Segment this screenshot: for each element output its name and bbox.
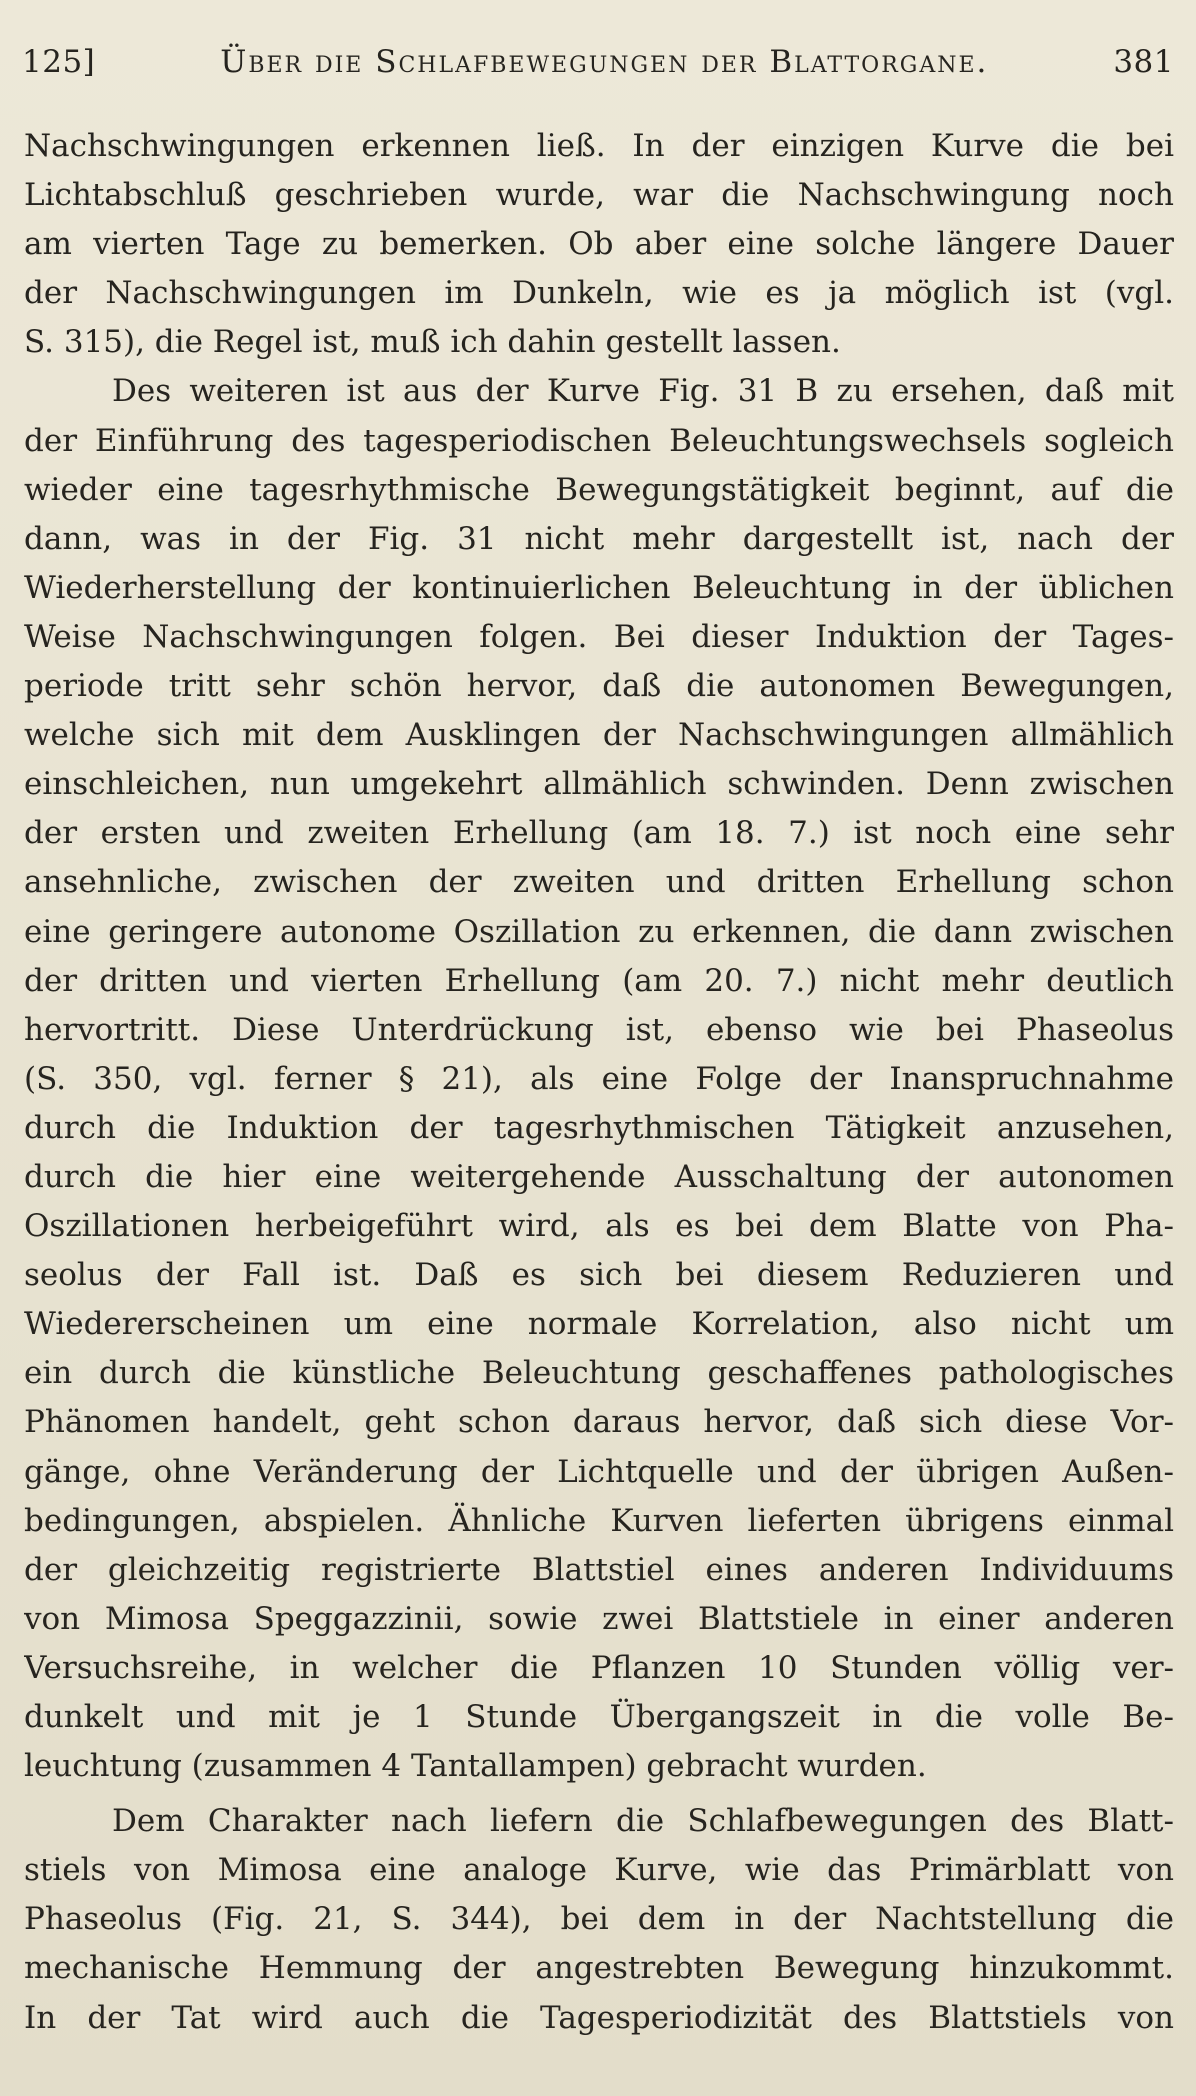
text-line: der ersten und zweiten Erhellung (am 18. 7.) ist noch eine sehr <box>24 815 1174 852</box>
text-line: Wiedererscheinen um eine normale Korrelation, also nicht um <box>24 1306 1174 1343</box>
text-line: Weise Nachschwingungen folgen. Bei dieser Induktion der Tages- <box>24 618 1174 655</box>
text-line: welche sich mit dem Ausklingen der Nachschwingungen allmählich <box>24 717 1174 754</box>
text-line: Oszillationen herbeigeführt wird, als es bei dem Blatte von Pha- <box>24 1208 1174 1245</box>
text-line: am vierten Tage zu bemerken. Ob aber eine solche längere Dauer <box>24 226 1174 263</box>
text-line: stiels von Mimosa eine analoge Kurve, wie das Primärblatt von <box>24 1852 1174 1889</box>
text-line: Wiederherstellung der kontinuierlichen Beleuchtung in der üblichen <box>24 569 1174 606</box>
text-line: von Mimosa Speggazzinii, sowie zwei Blattstiele in einer anderen <box>24 1600 1174 1637</box>
text-line: der Nachschwingungen im Dunkeln, wie es ja möglich ist (vgl. <box>24 275 1174 312</box>
text-line: der Einführung des tagesperiodischen Beleuchtungswechsels sogleich <box>24 422 1174 459</box>
page-number: 381 <box>1113 44 1174 80</box>
text-line: dann, was in der Fig. 31 nicht mehr dargestellt ist, nach der <box>24 520 1174 557</box>
text-line: Versuchsreihe, in welcher die Pflanzen 10 Stunden völlig ver- <box>24 1649 1174 1686</box>
text-line: dunkelt und mit je 1 Stunde Übergangszeit in die volle Be- <box>24 1699 1174 1735</box>
text-line: Des weiteren ist aus der Kurve Fig. 31 B zu ersehen, daß mit <box>112 373 1174 410</box>
text-line: (S. 350, vgl. ferner § 21), als eine Folge der Inanspruchnahme <box>24 1060 1174 1097</box>
text-line: der gleichzeitig registrierte Blattstiel eines anderen Individuums <box>24 1551 1174 1588</box>
text-line: mechanische Hemmung der angestrebten Bewegung hinzukommt. <box>24 1950 1174 1987</box>
body-text <box>24 122 1174 2043</box>
text-line: bedingungen, abspielen. Ähnliche Kurven lieferten übrigens einmal <box>24 1502 1174 1539</box>
running-header <box>22 42 1174 82</box>
text-line: ein durch die künstliche Beleuchtung geschaffenes pathologisches <box>24 1355 1174 1392</box>
text-line: Dem Charakter nach liefern die Schlafbewegungen des Blatt- <box>112 1803 1174 1840</box>
text-line: gänge, ohne Veränderung der Lichtquelle und der übrigen Außen- <box>24 1453 1174 1490</box>
text-line: durch die hier eine weitergehende Ausschaltung der autonomen <box>24 1158 1174 1195</box>
text-line: hervortritt. Diese Unterdrückung ist, ebenso wie bei Phaseolus <box>24 1011 1174 1048</box>
text-line: eine geringere autonome Oszillation zu erkennen, die dann zwischen <box>24 913 1174 950</box>
text-line: leuchtung (zusammen 4 Tantallampen) gebracht wurden. <box>24 1748 927 1785</box>
text-line: Phaseolus (Fig. 21, S. 344), bei dem in der Nachtstellung die <box>24 1901 1174 1938</box>
text-line: S. 315), die Regel ist, muß ich dahin gestellt lassen. <box>24 324 841 361</box>
text-line: Lichtabschluß geschrieben wurde, war die Nachschwingung noch <box>24 177 1174 214</box>
running-title: Über die Schlafbewegungen der Blattorgane. <box>220 44 989 80</box>
text-line: seolus der Fall ist. Daß es sich bei diesem Reduzieren und <box>24 1257 1174 1294</box>
section-number: 125] <box>22 44 96 80</box>
text-line: einschleichen, nun umgekehrt allmählich schwinden. Denn zwischen <box>24 766 1174 803</box>
text-line: Nachschwingungen erkennen ließ. In der einzigen Kurve die bei <box>24 128 1174 164</box>
text-line: wieder eine tagesrhythmische Bewegungstätigkeit beginnt, auf die <box>24 471 1174 508</box>
text-line: Phänomen handelt, geht schon daraus hervor, daß sich diese Vor- <box>24 1404 1174 1441</box>
text-line: der dritten und vierten Erhellung (am 20. 7.) nicht mehr deutlich <box>24 962 1174 999</box>
text-line: In der Tat wird auch die Tagesperiodizität des Blattstiels von <box>24 1999 1174 2036</box>
text-line: durch die Induktion der tagesrhythmischen Tätigkeit anzusehen, <box>24 1109 1174 1146</box>
text-line: periode tritt sehr schön hervor, daß die autonomen Bewegungen, <box>24 668 1174 705</box>
text-line: ansehnliche, zwischen der zweiten und dritten Erhellung schon <box>24 864 1174 901</box>
